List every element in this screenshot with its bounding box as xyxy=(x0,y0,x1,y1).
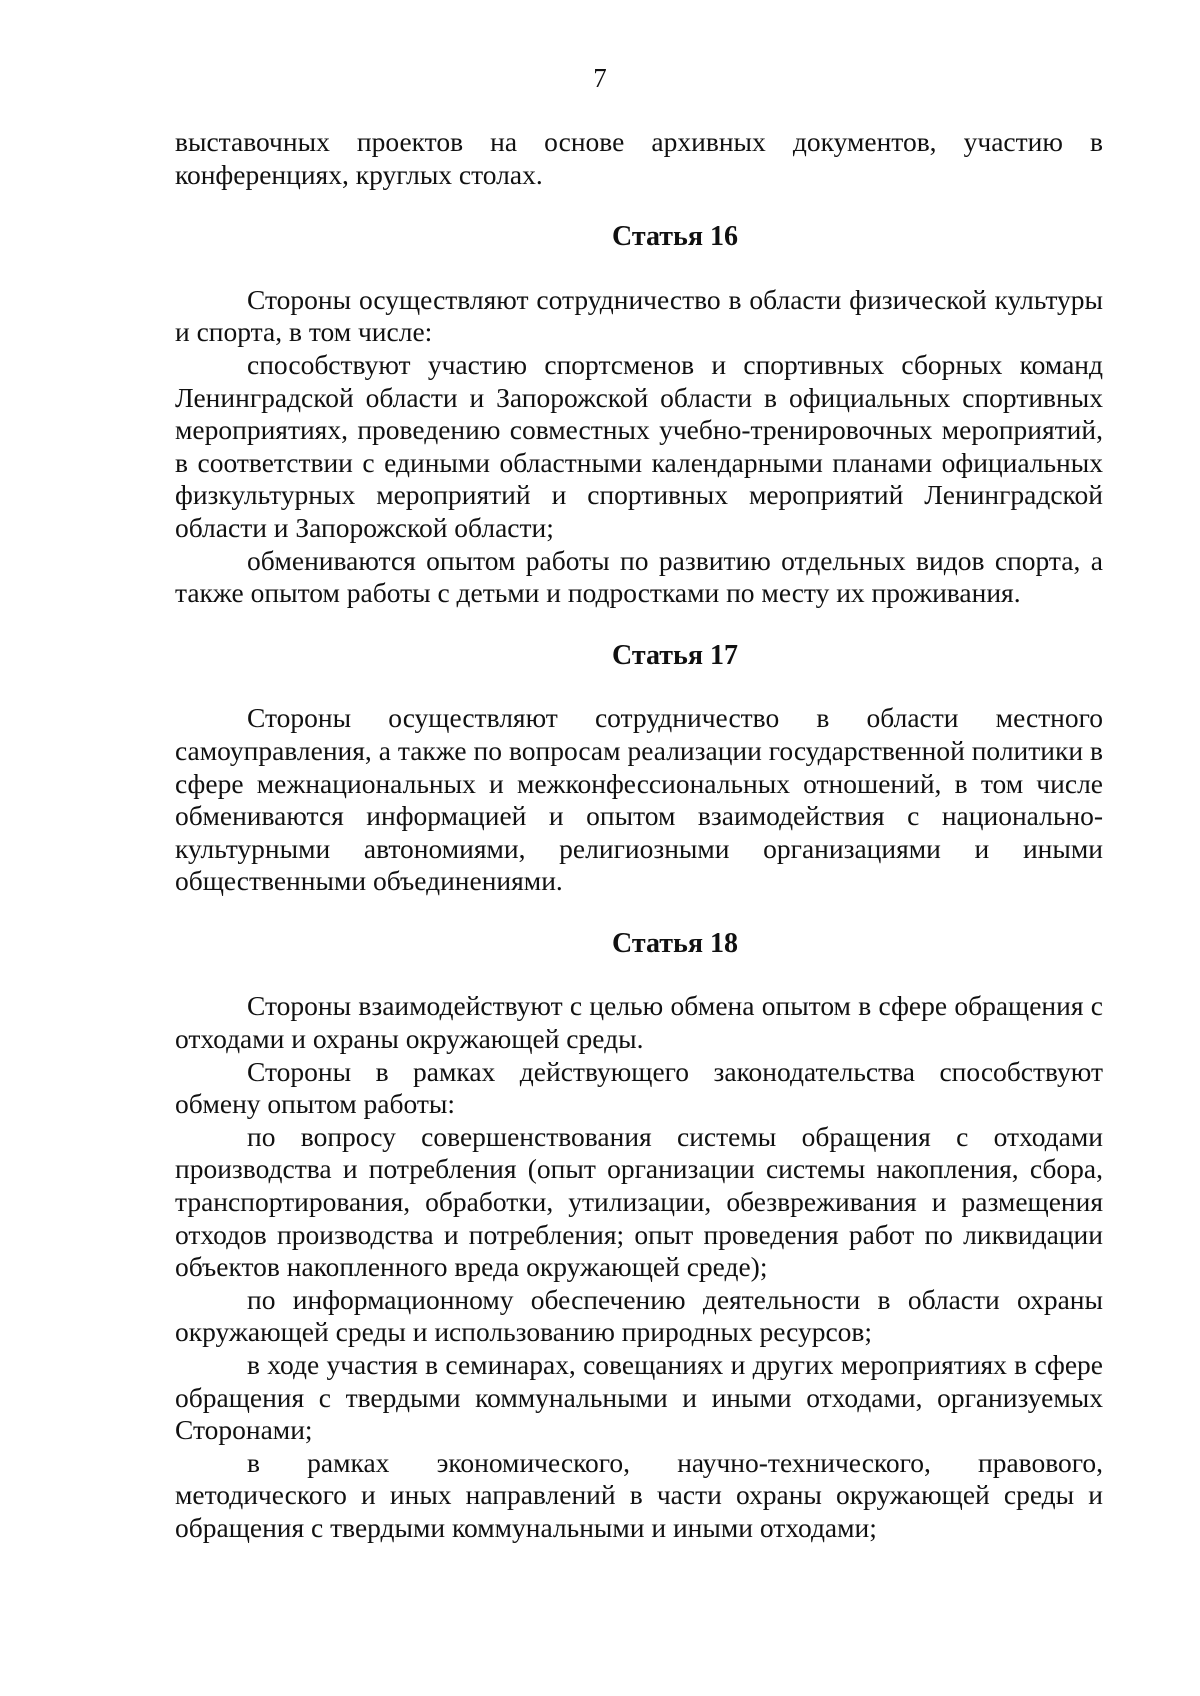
document-body xyxy=(175,126,1103,1545)
article-18-heading: Статья 18 xyxy=(612,927,738,959)
article-18-paragraph-6: в рамках экономического, научно-технического, правового, методического и иных направлений в части охраны окружающей среды и обращения с твердыми коммунальными и иными отходами; xyxy=(175,1446,1103,1543)
article-16-paragraph-2: способствуют участию спортсменов и спортивных сборных команд Ленинградской области и Запорожской области в официальных спортивных мероприятиях, проведению совместных учебно-тренировочных мероприятий, в соответствии с едиными областными календарными планами официальных физкультурных мероприятий и спортивных мероприятий Ленинградской области и Запорожской области; xyxy=(175,348,1103,543)
article-18-paragraph-2: Стороны в рамках действующего законодательства способствуют обмену опытом работы: xyxy=(175,1055,1103,1120)
article-16-paragraph-1: Стороны осуществляют сотрудничество в области физической культуры и спорта, в том числе: xyxy=(175,283,1103,348)
intro-paragraph: выставочных проектов на основе архивных документов, участию в конференциях, круглых столах. xyxy=(175,126,1103,190)
article-17-paragraph-1: Стороны осуществляют сотрудничество в области местного самоуправления, а также по вопросам реализации государственной политики в сфере межнациональных и межконфессиональных отношений, в том числе обмениваются информацией и опытом взаимодействия с национально-культурными автономиями, религиозными организациями и иными общественными объединениями. xyxy=(175,702,1103,897)
article-18-paragraph-3: по вопросу совершенствования системы обращения с отходами производства и потребления (опыт организации системы накопления, сбора, транспортирования, обработки, утилизации, обезвреживания и размещения отходов производства и потребления; опыт проведения работ по ликвидации объектов накопленного вреда окружающей среде); xyxy=(175,1120,1103,1283)
article-16-paragraph-3: обмениваются опытом работы по развитию отдельных видов спорта, а также опытом работы с детьми и подростками по месту их проживания. xyxy=(175,544,1103,609)
article-18-paragraph-4: по информационному обеспечению деятельности в области охраны окружающей среды и использованию природных ресурсов; xyxy=(175,1283,1103,1348)
article-16-heading: Статья 16 xyxy=(612,221,738,253)
article-18-paragraph-1: Стороны взаимодействуют с целью обмена опытом в сфере обращения с отходами и охраны окружающей среды. xyxy=(175,990,1103,1055)
article-18-paragraph-5: в ходе участия в семинарах, совещаниях и других мероприятиях в сфере обращения с твердыми коммунальными и иными отходами, организуемых Сторонами; xyxy=(175,1349,1103,1446)
page-number: 7 xyxy=(593,63,607,93)
article-17-heading: Статья 17 xyxy=(612,639,738,671)
